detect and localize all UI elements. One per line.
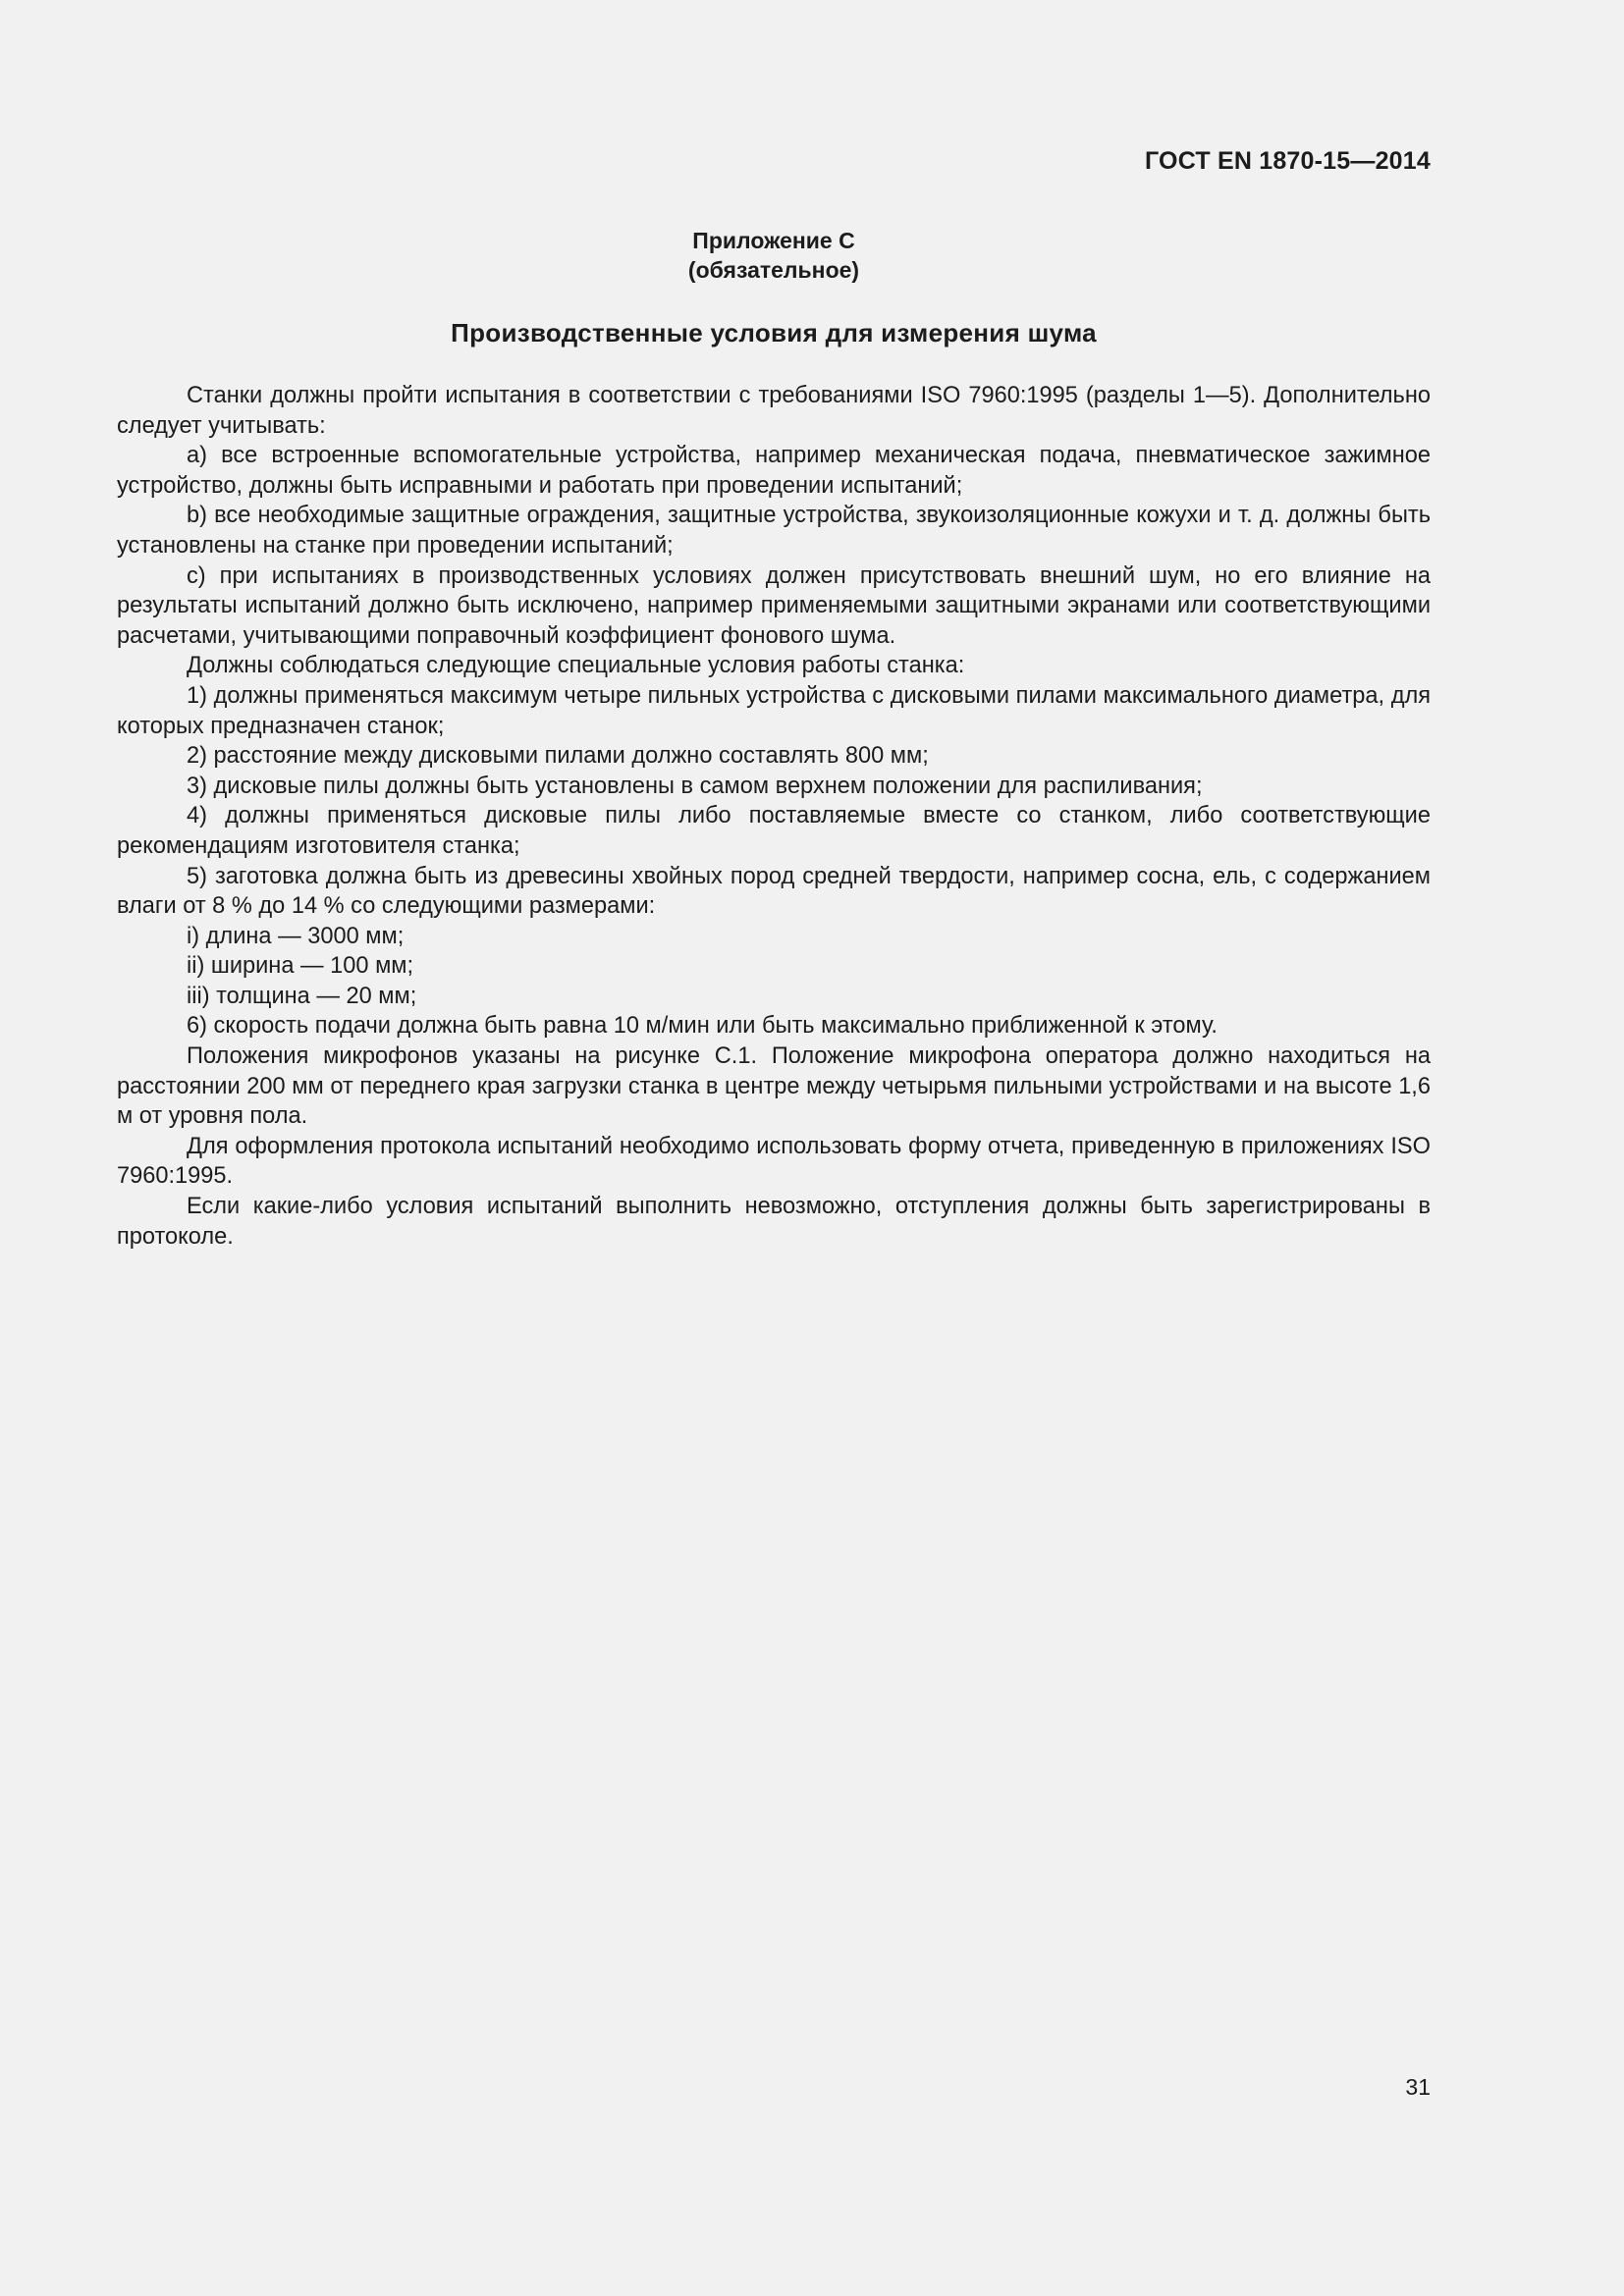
section-title: Производственные условия для измерения шума: [451, 318, 1097, 347]
paragraph: Должны соблюдаться следующие специальные условия работы станка:: [187, 653, 965, 679]
paragraph: Для оформления протокола испытаний необходимо использовать форму отчета, приведенную в приложениях ISO 7960:1995.: [117, 1133, 1431, 1190]
paragraph: 4) должны применяться дисковые пилы либо поставляемые вместе со станком, либо соответствующие рекомендациям изготовителя станка;: [117, 803, 1431, 859]
page-number: 31: [1405, 2074, 1431, 2100]
body-text: [117, 381, 1431, 1252]
paragraph: Положения микрофонов указаны на рисунке С.1. Положение микрофона оператора должно находиться на расстоянии 200 мм от переднего края загрузки станка в центре между четырьмя пильными устройствами и на высоте 1,6 м от уровня пола.: [117, 1043, 1431, 1130]
paragraph: 5) заготовка должна быть из древесины хвойных пород средней твердости, например сосна, ель, с содержанием влаги от 8 % до 14 % со следующими размерами:: [117, 863, 1431, 920]
appendix-heading: [0, 226, 1547, 285]
paragraph: 2) расстояние между дисковыми пилами должно составлять 800 мм;: [187, 743, 929, 770]
paragraph: Если какие-либо условия испытаний выполнить невозможно, отступления должны быть зарегистрированы в протоколе.: [117, 1194, 1431, 1250]
paragraph: 3) дисковые пилы должны быть установлены в самом верхнем положении для распиливания;: [187, 773, 1203, 799]
paragraph: a) все встроенные вспомогательные устройства, например механическая подача, пневматическое зажимное устройство, должны быть исправными и работать при проведении испытаний;: [117, 443, 1431, 499]
paragraph: ii) ширина — 100 мм;: [187, 953, 414, 980]
paragraph: iii) толщина — 20 мм;: [187, 983, 417, 1009]
appendix-status: (обязательное): [687, 257, 860, 283]
paragraph: c) при испытаниях в производственных условиях должен присутствовать внешний шум, но его влияние на результаты испытаний должно быть исключено, например применяемыми защитными экранами или соответствующими расчетами, учитывающими поправочный коэффициент фонового шума.: [117, 562, 1431, 649]
paragraph: b) все необходимые защитные ограждения, защитные устройства, звукоизоляционные кожухи и т. д. должны быть установлены на станке при проведении испытаний;: [117, 503, 1431, 559]
paragraph: 1) должны применяться максимум четыре пильных устройства с дисковыми пилами максимального диаметра, для которых предназначен станок;: [117, 682, 1431, 739]
appendix-title: Приложение С: [692, 228, 855, 253]
document-code: ГОСТ EN 1870-15—2014: [1145, 147, 1431, 175]
paragraph: Станки должны пройти испытания в соответствии с требованиями ISO 7960:1995 (разделы 1—5). Дополнительно следует учитывать:: [117, 383, 1431, 439]
paragraph: 6) скорость подачи должна быть равна 10 м/мин или быть максимально приближенной к этому.: [187, 1013, 1218, 1040]
paragraph: i) длина — 3000 мм;: [187, 923, 405, 949]
